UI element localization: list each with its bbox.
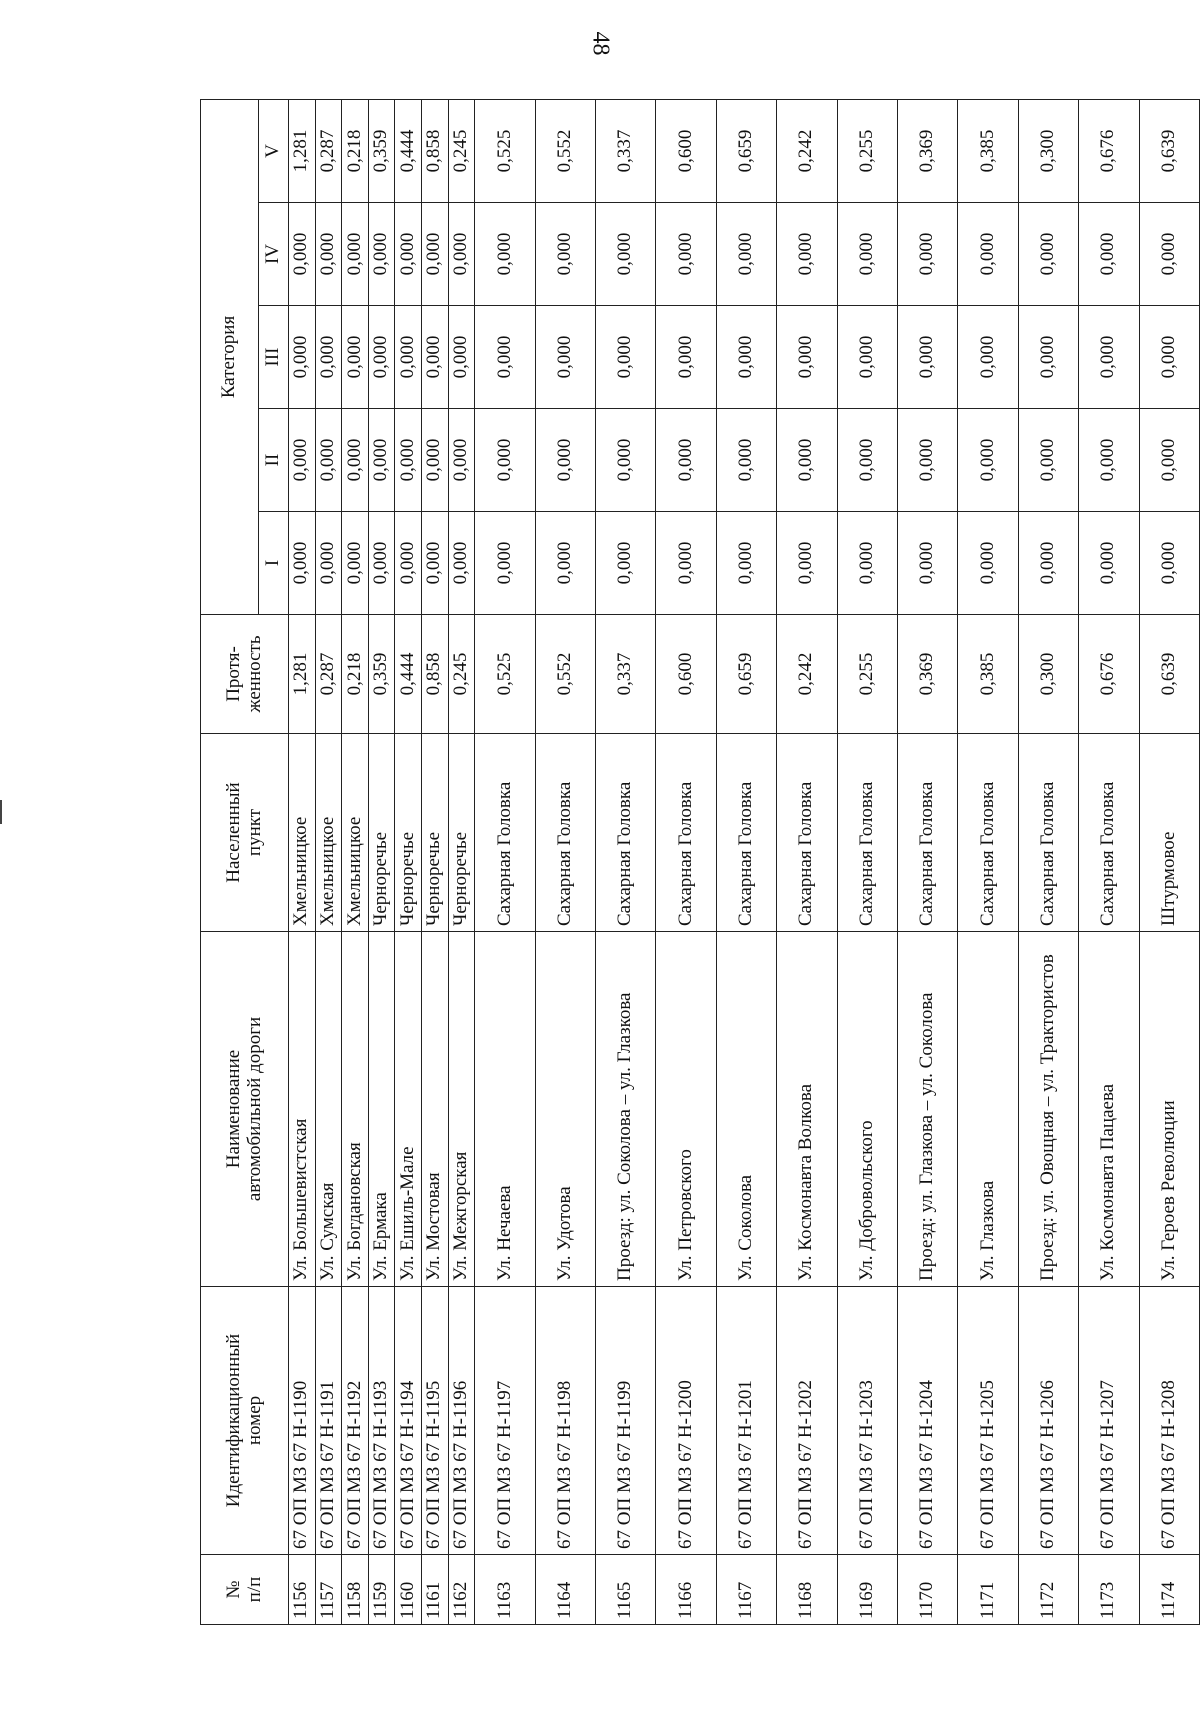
road-name: Ул. Соколова	[716, 932, 776, 1287]
settlement: Черноречье	[368, 734, 395, 932]
category-5-value: 0,287	[315, 99, 342, 202]
category-2-value: 0,000	[1018, 409, 1078, 512]
category-5-value: 0,300	[1018, 99, 1078, 202]
road-id: 67 ОП МЗ 67 Н-1205	[958, 1287, 1018, 1555]
category-3-value: 0,000	[1079, 306, 1139, 409]
row-number: 1162	[448, 1555, 475, 1625]
category-2-value: 0,000	[777, 409, 837, 512]
table-row	[422, 99, 449, 1624]
road-id: 67 ОП МЗ 67 Н-1192	[342, 1287, 369, 1555]
category-5-value: 0,858	[422, 99, 449, 202]
category-5-value: 0,525	[475, 99, 535, 202]
road-id: 67 ОП МЗ 67 Н-1204	[898, 1287, 958, 1555]
header-category-5: V	[259, 99, 289, 202]
settlement: Сахарная Головка	[837, 734, 897, 932]
road-name: Ул. Космонавта Волкова	[777, 932, 837, 1287]
road-length: 0,639	[1139, 615, 1199, 734]
category-3-value: 0,000	[837, 306, 897, 409]
road-name: Проезд: ул. Соколова – ул. Глазкова	[596, 932, 656, 1287]
category-2-value: 0,000	[1079, 409, 1139, 512]
row-number: 1159	[368, 1555, 395, 1625]
header-id: Идентификационный номер	[201, 1287, 289, 1555]
header-category-3: III	[259, 306, 289, 409]
category-4-value: 0,000	[422, 203, 449, 306]
category-3-value: 0,000	[448, 306, 475, 409]
category-3-value: 0,000	[395, 306, 422, 409]
settlement: Штурмовое	[1139, 734, 1199, 932]
category-5-value: 0,659	[716, 99, 776, 202]
row-number: 1161	[422, 1555, 449, 1625]
table-row	[958, 99, 1018, 1624]
road-id: 67 ОП МЗ 67 Н-1207	[1079, 1287, 1139, 1555]
settlement: Сахарная Головка	[535, 734, 595, 932]
roads-table	[200, 99, 1200, 1625]
road-length: 0,385	[958, 615, 1018, 734]
road-length: 0,287	[315, 615, 342, 734]
road-name: Ул. Богдановская	[342, 932, 369, 1287]
road-id: 67 ОП МЗ 67 Н-1194	[395, 1287, 422, 1555]
settlement: Сахарная Головка	[958, 734, 1018, 932]
table-row	[342, 99, 369, 1624]
road-id: 67 ОП МЗ 67 Н-1195	[422, 1287, 449, 1555]
category-1-value: 0,000	[368, 512, 395, 615]
table-row	[395, 99, 422, 1624]
row-number: 1174	[1139, 1555, 1199, 1625]
category-2-value: 0,000	[475, 409, 535, 512]
row-number: 1160	[395, 1555, 422, 1625]
table-header	[201, 99, 289, 1624]
road-name: Ул. Мостовая	[422, 932, 449, 1287]
road-length: 0,245	[448, 615, 475, 734]
settlement: Сахарная Головка	[777, 734, 837, 932]
table-row	[289, 99, 316, 1624]
category-2-value: 0,000	[535, 409, 595, 512]
road-id: 67 ОП МЗ 67 Н-1200	[656, 1287, 716, 1555]
header-category-2: II	[259, 409, 289, 512]
rotated-table-container	[200, 100, 1200, 1625]
settlement: Хмельницкое	[289, 734, 316, 932]
row-number: 1168	[777, 1555, 837, 1625]
category-5-value: 0,359	[368, 99, 395, 202]
road-name: Ул. Сумская	[315, 932, 342, 1287]
table-body	[289, 99, 1200, 1624]
table-row	[1139, 99, 1199, 1624]
settlement: Сахарная Головка	[1018, 734, 1078, 932]
category-3-value: 0,000	[958, 306, 1018, 409]
road-id: 67 ОП МЗ 67 Н-1191	[315, 1287, 342, 1555]
category-5-value: 0,639	[1139, 99, 1199, 202]
category-4-value: 0,000	[837, 203, 897, 306]
category-5-value: 0,218	[342, 99, 369, 202]
road-length: 0,369	[898, 615, 958, 734]
road-length: 0,444	[395, 615, 422, 734]
category-2-value: 0,000	[837, 409, 897, 512]
settlement: Черноречье	[422, 734, 449, 932]
road-name: Ул. Нечаева	[475, 932, 535, 1287]
category-3-value: 0,000	[1139, 306, 1199, 409]
table-row	[475, 99, 535, 1624]
header-length: Протя- женность	[201, 615, 289, 734]
category-2-value: 0,000	[1139, 409, 1199, 512]
table-row	[535, 99, 595, 1624]
table-row	[368, 99, 395, 1624]
category-5-value: 0,676	[1079, 99, 1139, 202]
category-2-value: 0,000	[315, 409, 342, 512]
road-id: 67 ОП МЗ 67 Н-1190	[289, 1287, 316, 1555]
header-category-1: I	[259, 512, 289, 615]
row-number: 1163	[475, 1555, 535, 1625]
category-4-value: 0,000	[289, 203, 316, 306]
table-row	[656, 99, 716, 1624]
category-5-value: 1,281	[289, 99, 316, 202]
category-4-value: 0,000	[716, 203, 776, 306]
category-3-value: 0,000	[289, 306, 316, 409]
category-3-value: 0,000	[596, 306, 656, 409]
road-name: Проезд: ул. Глазкова – ул. Соколова	[898, 932, 958, 1287]
road-name: Ул. Космонавта Пацаева	[1079, 932, 1139, 1287]
category-1-value: 0,000	[475, 512, 535, 615]
settlement: Сахарная Головка	[898, 734, 958, 932]
table-row	[1018, 99, 1078, 1624]
road-id: 67 ОП МЗ 67 Н-1196	[448, 1287, 475, 1555]
row-number: 1165	[596, 1555, 656, 1625]
road-id: 67 ОП МЗ 67 Н-1201	[716, 1287, 776, 1555]
row-number: 1169	[837, 1555, 897, 1625]
category-1-value: 0,000	[1018, 512, 1078, 615]
category-4-value: 0,000	[448, 203, 475, 306]
category-5-value: 0,242	[777, 99, 837, 202]
header-settlement: Населенный пункт	[201, 734, 289, 932]
road-length: 0,659	[716, 615, 776, 734]
settlement: Черноречье	[395, 734, 422, 932]
road-name: Проезд: ул. Овощная – ул. Трактористов	[1018, 932, 1078, 1287]
table-row	[1079, 99, 1139, 1624]
row-number: 1156	[289, 1555, 316, 1625]
category-5-value: 0,444	[395, 99, 422, 202]
category-2-value: 0,000	[395, 409, 422, 512]
category-4-value: 0,000	[395, 203, 422, 306]
header-road-name: Наименование автомобильной дороги	[201, 932, 289, 1287]
category-4-value: 0,000	[315, 203, 342, 306]
table-row	[596, 99, 656, 1624]
road-length: 0,359	[368, 615, 395, 734]
category-2-value: 0,000	[289, 409, 316, 512]
settlement: Сахарная Головка	[656, 734, 716, 932]
category-4-value: 0,000	[958, 203, 1018, 306]
page-number: 48	[587, 31, 614, 56]
category-1-value: 0,000	[596, 512, 656, 615]
road-length: 0,552	[535, 615, 595, 734]
category-4-value: 0,000	[777, 203, 837, 306]
category-1-value: 0,000	[1079, 512, 1139, 615]
road-name: Ул. Ермака	[368, 932, 395, 1287]
category-4-value: 0,000	[342, 203, 369, 306]
category-3-value: 0,000	[422, 306, 449, 409]
settlement: Сахарная Головка	[1079, 734, 1139, 932]
header-category-4: IV	[259, 203, 289, 306]
category-1-value: 0,000	[777, 512, 837, 615]
settlement: Хмельницкое	[315, 734, 342, 932]
category-4-value: 0,000	[596, 203, 656, 306]
road-name: Ул. Героев Революции	[1139, 932, 1199, 1287]
settlement: Черноречье	[448, 734, 475, 932]
category-3-value: 0,000	[1018, 306, 1078, 409]
road-length: 0,255	[837, 615, 897, 734]
category-5-value: 0,245	[448, 99, 475, 202]
header-num: № п/п	[201, 1555, 289, 1625]
category-3-value: 0,000	[475, 306, 535, 409]
header-category: Категория	[201, 99, 259, 614]
category-4-value: 0,000	[1079, 203, 1139, 306]
road-name: Ул. Межгорская	[448, 932, 475, 1287]
category-1-value: 0,000	[395, 512, 422, 615]
category-5-value: 0,369	[898, 99, 958, 202]
category-2-value: 0,000	[958, 409, 1018, 512]
road-id: 67 ОП МЗ 67 Н-1199	[596, 1287, 656, 1555]
road-length: 0,600	[656, 615, 716, 734]
row-number: 1170	[898, 1555, 958, 1625]
row-number: 1172	[1018, 1555, 1078, 1625]
road-length: 0,242	[777, 615, 837, 734]
category-3-value: 0,000	[898, 306, 958, 409]
road-length: 0,218	[342, 615, 369, 734]
category-4-value: 0,000	[475, 203, 535, 306]
category-1-value: 0,000	[716, 512, 776, 615]
road-id: 67 ОП МЗ 67 Н-1197	[475, 1287, 535, 1555]
road-id: 67 ОП МЗ 67 Н-1202	[777, 1287, 837, 1555]
road-name: Ул. Удотова	[535, 932, 595, 1287]
road-name: Ул. Добровольского	[837, 932, 897, 1287]
category-5-value: 0,385	[958, 99, 1018, 202]
category-1-value: 0,000	[422, 512, 449, 615]
category-2-value: 0,000	[342, 409, 369, 512]
category-2-value: 0,000	[368, 409, 395, 512]
category-1-value: 0,000	[958, 512, 1018, 615]
category-5-value: 0,337	[596, 99, 656, 202]
category-3-value: 0,000	[656, 306, 716, 409]
road-name: Ул. Петровского	[656, 932, 716, 1287]
road-id: 67 ОП МЗ 67 Н-1206	[1018, 1287, 1078, 1555]
category-4-value: 0,000	[535, 203, 595, 306]
category-3-value: 0,000	[535, 306, 595, 409]
category-2-value: 0,000	[596, 409, 656, 512]
row-number: 1171	[958, 1555, 1018, 1625]
category-1-value: 0,000	[535, 512, 595, 615]
category-2-value: 0,000	[448, 409, 475, 512]
table-row	[837, 99, 897, 1624]
category-1-value: 0,000	[448, 512, 475, 615]
category-1-value: 0,000	[1139, 512, 1199, 615]
category-4-value: 0,000	[368, 203, 395, 306]
table-row	[898, 99, 958, 1624]
category-3-value: 0,000	[777, 306, 837, 409]
road-id: 67 ОП МЗ 67 Н-1193	[368, 1287, 395, 1555]
road-length: 1,281	[289, 615, 316, 734]
road-name: Ул. Ешиль-Мале	[395, 932, 422, 1287]
row-number: 1164	[535, 1555, 595, 1625]
category-1-value: 0,000	[837, 512, 897, 615]
category-5-value: 0,552	[535, 99, 595, 202]
category-5-value: 0,255	[837, 99, 897, 202]
category-1-value: 0,000	[342, 512, 369, 615]
table-row	[716, 99, 776, 1624]
row-number: 1157	[315, 1555, 342, 1625]
category-4-value: 0,000	[1018, 203, 1078, 306]
road-id: 67 ОП МЗ 67 Н-1208	[1139, 1287, 1199, 1555]
row-number: 1167	[716, 1555, 776, 1625]
category-2-value: 0,000	[716, 409, 776, 512]
category-4-value: 0,000	[1139, 203, 1199, 306]
road-length: 0,525	[475, 615, 535, 734]
settlement: Сахарная Головка	[596, 734, 656, 932]
road-length: 0,337	[596, 615, 656, 734]
settlement: Сахарная Головка	[475, 734, 535, 932]
category-5-value: 0,600	[656, 99, 716, 202]
row-number: 1158	[342, 1555, 369, 1625]
scan-edge-mark	[0, 800, 2, 824]
category-1-value: 0,000	[898, 512, 958, 615]
row-number: 1173	[1079, 1555, 1139, 1625]
category-3-value: 0,000	[716, 306, 776, 409]
category-4-value: 0,000	[898, 203, 958, 306]
road-length: 0,676	[1079, 615, 1139, 734]
category-3-value: 0,000	[368, 306, 395, 409]
category-1-value: 0,000	[656, 512, 716, 615]
category-1-value: 0,000	[315, 512, 342, 615]
category-3-value: 0,000	[315, 306, 342, 409]
category-2-value: 0,000	[898, 409, 958, 512]
road-id: 67 ОП МЗ 67 Н-1198	[535, 1287, 595, 1555]
row-number: 1166	[656, 1555, 716, 1625]
table-row	[448, 99, 475, 1624]
category-4-value: 0,000	[656, 203, 716, 306]
settlement: Хмельницкое	[342, 734, 369, 932]
table-row	[315, 99, 342, 1624]
category-3-value: 0,000	[342, 306, 369, 409]
settlement: Сахарная Головка	[716, 734, 776, 932]
category-1-value: 0,000	[289, 512, 316, 615]
table-row	[777, 99, 837, 1624]
road-length: 0,300	[1018, 615, 1078, 734]
road-id: 67 ОП МЗ 67 Н-1203	[837, 1287, 897, 1555]
category-2-value: 0,000	[656, 409, 716, 512]
road-name: Ул. Глазкова	[958, 932, 1018, 1287]
road-name: Ул. Большевистская	[289, 932, 316, 1287]
category-2-value: 0,000	[422, 409, 449, 512]
road-length: 0,858	[422, 615, 449, 734]
